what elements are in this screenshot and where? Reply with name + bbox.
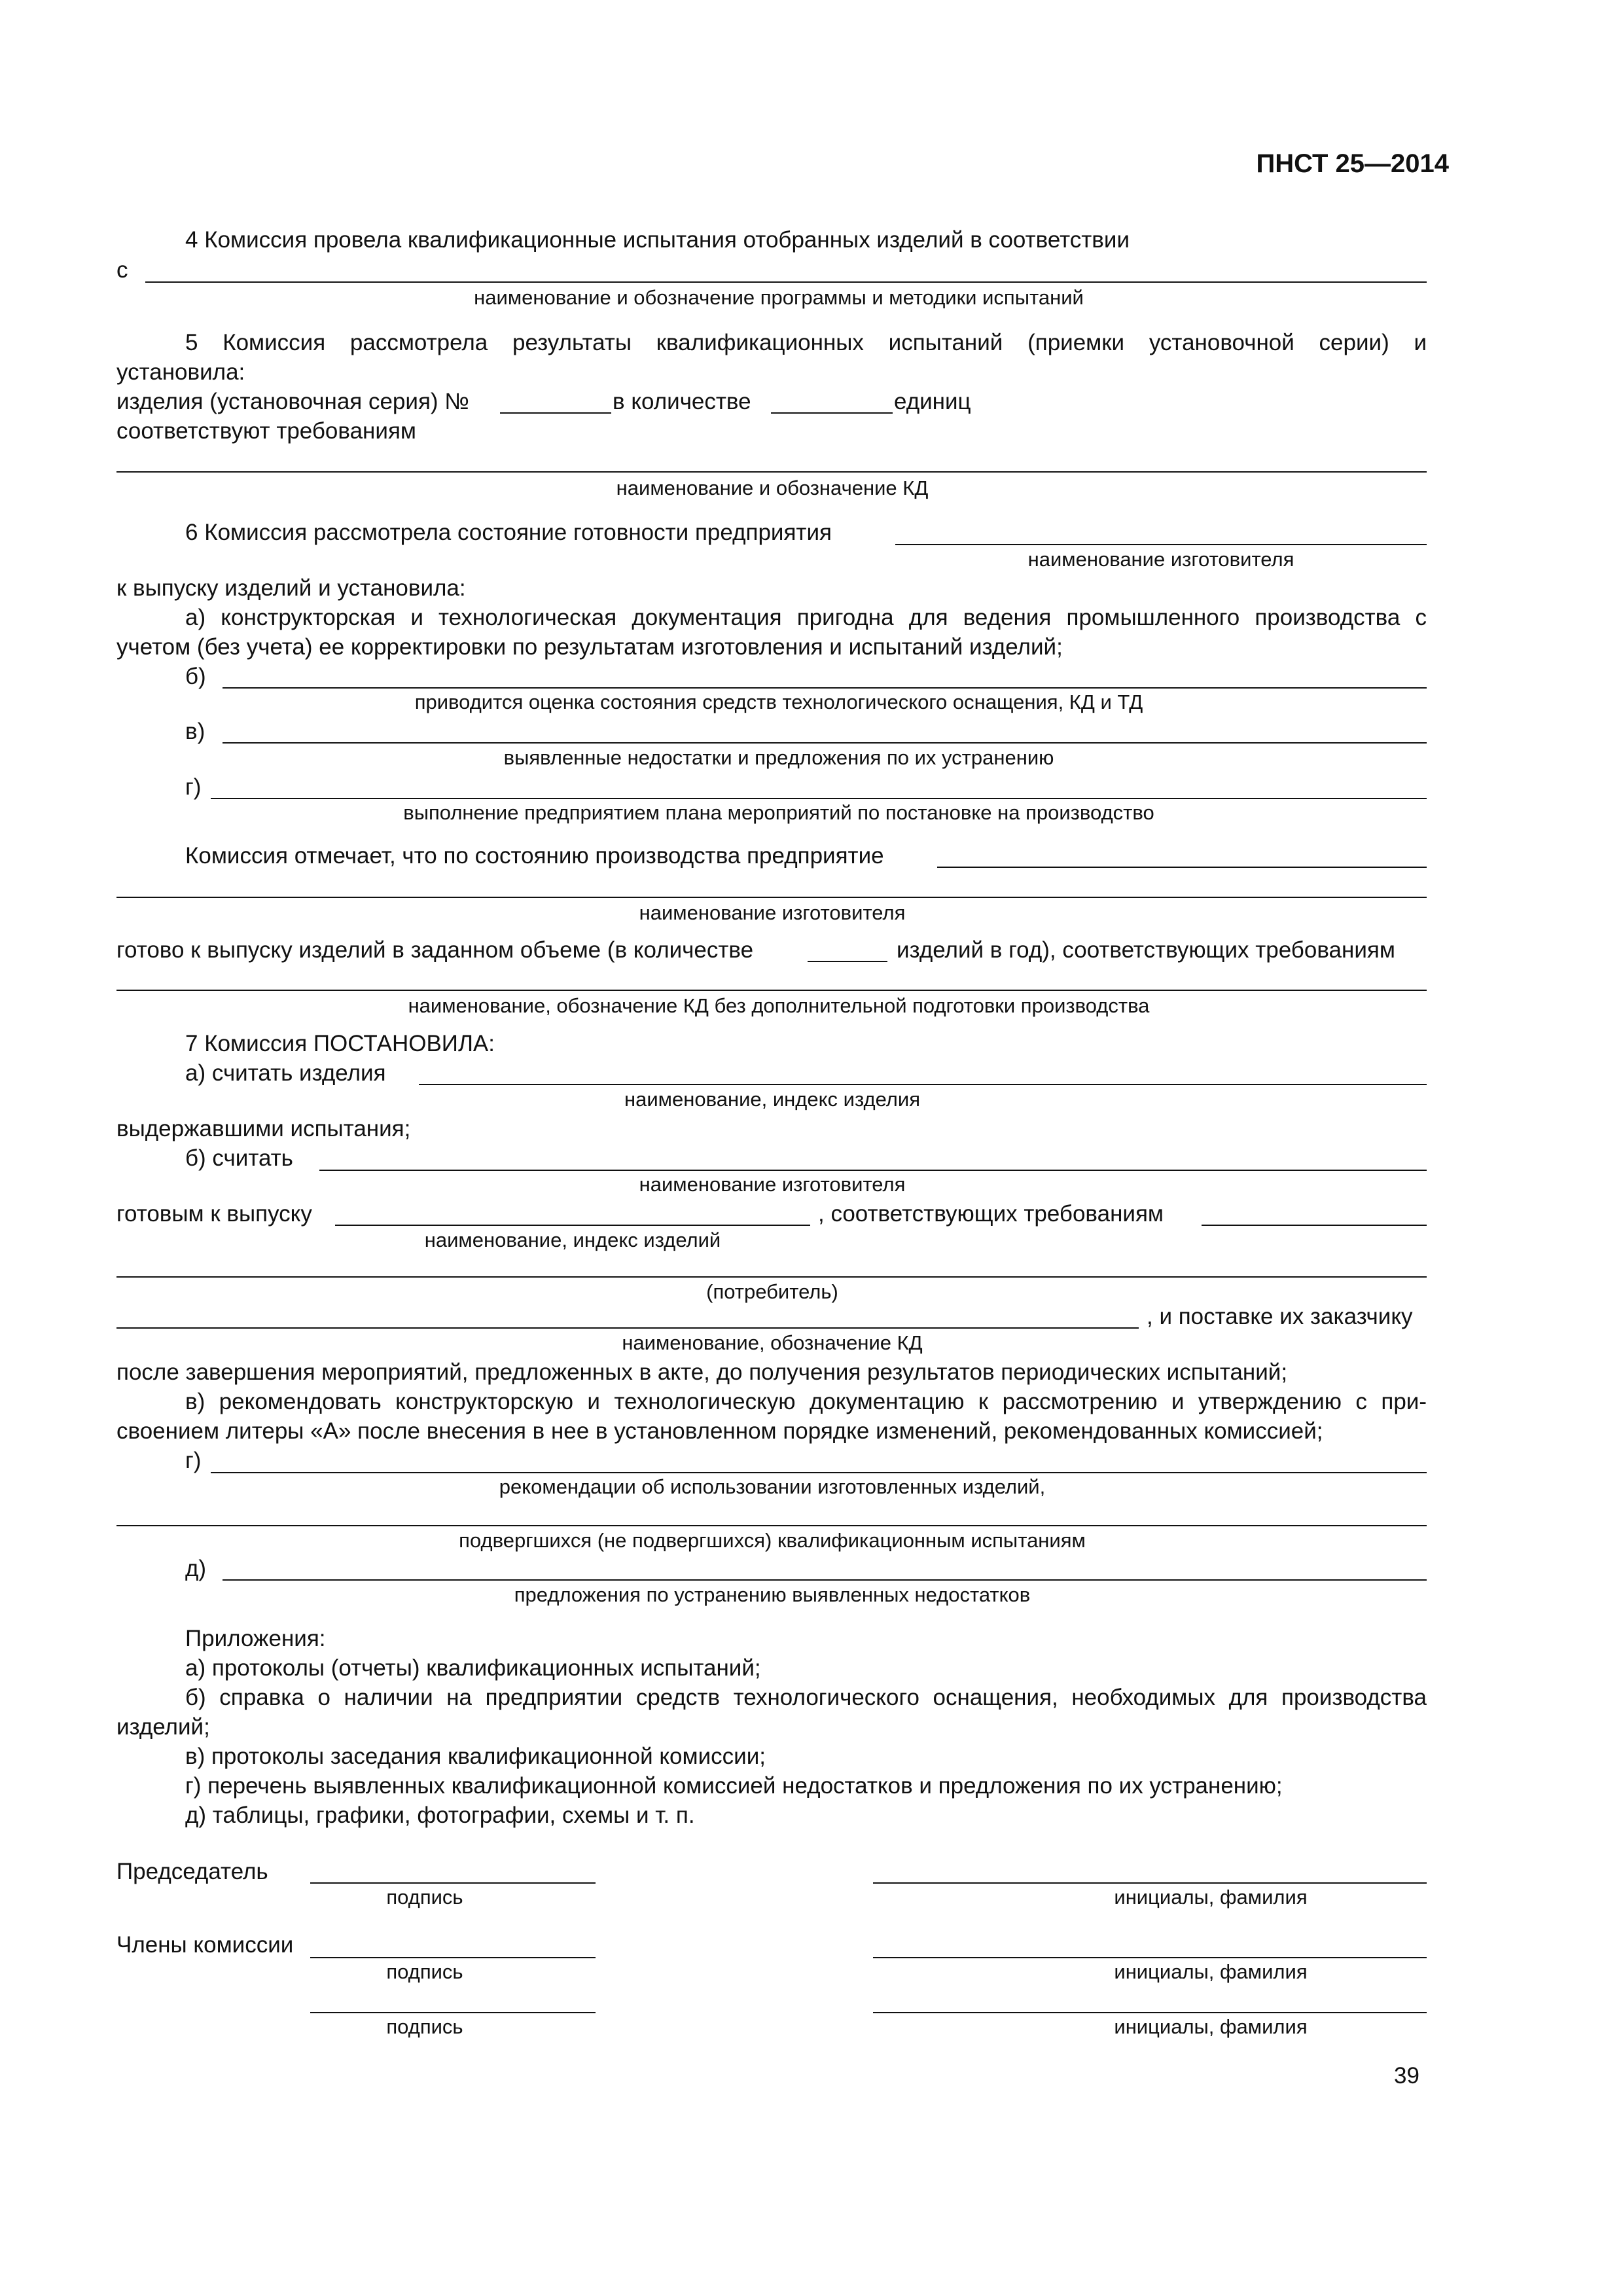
s6-ready-quantity-field[interactable] [808, 961, 887, 962]
s5-line2: установила: [116, 359, 245, 385]
s4-program-field[interactable] [145, 281, 1427, 283]
s5-quantity-field[interactable] [771, 412, 893, 414]
s6-g-label: г) [185, 774, 202, 800]
s7-g-field-2[interactable] [116, 1525, 1427, 1526]
s6-notes-text: Комиссия отмечает, что по состоянию производства предприятие [185, 843, 884, 869]
member1-signature-caption: подпись [386, 1960, 463, 1983]
member1-name-caption: инициалы, фамилия [1114, 1960, 1308, 1983]
member2-name-caption: инициалы, фамилия [1114, 2015, 1308, 2038]
chairman-label: Председатель [116, 1859, 268, 1884]
s7-delivery-text: , и поставке их заказчику [1147, 1304, 1413, 1329]
member1-name-field[interactable] [873, 1957, 1427, 1958]
s6-manufacturer-field[interactable] [895, 544, 1427, 545]
s6-notes-field[interactable] [937, 867, 1427, 868]
s6-ready-text-a: готово к выпуску изделий в заданном объеме (в количестве [116, 937, 754, 963]
s6-notes-caption: наименование изготовителя [639, 901, 906, 924]
s7-g-caption2: подвергшихся (не подвергшихся) квалификационным испытаниям [459, 1529, 1086, 1552]
chairman-signature-field[interactable] [310, 1882, 596, 1884]
s7-after: после завершения мероприятий, предложенных в акте, до получения результатов периодических испытаний; [116, 1359, 1288, 1385]
members-label: Члены комиссии [116, 1932, 294, 1958]
s7-g-caption1: рекомендации об использовании изготовленных изделий, [499, 1475, 1046, 1498]
appendix-g: г) перечень выявленных квалификационной комиссией недостатков и предложения по их устранению; [185, 1773, 1283, 1799]
s5-line4: соответствуют требованиям [116, 418, 416, 444]
s6-notes-field-2[interactable] [116, 897, 1427, 898]
s4-prefix: с [116, 257, 128, 283]
s7-b-field[interactable] [319, 1170, 1427, 1171]
chairman-name-caption: инициалы, фамилия [1114, 1886, 1308, 1909]
appendix-v: в) протоколы заседания квалификационной комиссии; [185, 1744, 766, 1769]
s7-v-line2: своением литеры «А» после внесения в нее в установленном порядке изменений, рекомендованных комиссией; [116, 1418, 1323, 1444]
s7-passed: выдержавшими испытания; [116, 1116, 411, 1141]
s7-ready-product-field[interactable] [335, 1225, 810, 1226]
s6-line2: к выпуску изделий и установила: [116, 575, 466, 601]
s6-line1: 6 Комиссия рассмотрела состояние готовности предприятия [185, 520, 832, 545]
s6-b-caption: приводится оценка состояния средств технологического оснащения, КД и ТД [414, 691, 1143, 713]
s4-caption: наименование и обозначение программы и методики испытаний [474, 286, 1084, 309]
chairman-name-field[interactable] [873, 1882, 1427, 1884]
member2-signature-field[interactable] [310, 2012, 596, 2013]
s6-cap1: наименование изготовителя [1027, 548, 1294, 571]
s5-quantity-label: в количестве [613, 389, 751, 414]
s7-consumer-field[interactable] [116, 1276, 1427, 1278]
s6-v-caption: выявленные недостатки и предложения по их устранению [503, 746, 1054, 769]
s7-ready-a: готовым к выпуску [116, 1201, 312, 1227]
s5-units-label: единиц [894, 389, 971, 414]
s6-a-line2: учетом (без учета) ее корректировки по результатам изготовления и испытаний изделий; [116, 634, 1063, 660]
s5-line1: 5 Комиссия рассмотрела результаты квалификационных испытаний (приемки установочной серии) и [185, 330, 1427, 355]
s7-b-label: б) считать [185, 1145, 293, 1171]
s5-number-field[interactable] [500, 412, 611, 414]
s6-ready-caption: наименование, обозначение КД без дополнительной подготовки производства [408, 994, 1150, 1017]
s7-ready-b: , соответствующих требованиям [818, 1201, 1164, 1227]
s6-b-field[interactable] [223, 687, 1427, 689]
s7-delivery-field[interactable] [116, 1327, 1139, 1329]
appendix-d: д) таблицы, графики, фотографии, схемы и т. п. [185, 1803, 695, 1828]
s7-a-caption: наименование, индекс изделия [624, 1088, 920, 1111]
s7-b-caption: наименование изготовителя [639, 1173, 906, 1196]
s6-b-label: б) [185, 664, 206, 689]
standard-designation: ПНСТ 25—2014 [1256, 149, 1449, 178]
s7-d-caption: предложения по устранению выявленных недостатков [514, 1583, 1031, 1606]
appendix-b-line2: изделий; [116, 1714, 210, 1740]
appendix-b-line1: б) справка о наличии на предприятии средств технологического оснащения, необходимых для производства [185, 1685, 1427, 1710]
s4-line1: 4 Комиссия провела квалификационные испытания отобранных изделий в соответствии [185, 227, 1130, 253]
s7-d-field[interactable] [223, 1579, 1427, 1581]
s7-ready-requirements-field[interactable] [1202, 1225, 1427, 1226]
member2-name-field[interactable] [873, 2012, 1427, 2013]
s7-delivery-caption: наименование, обозначение КД [622, 1331, 923, 1354]
member1-signature-field[interactable] [310, 1957, 596, 1958]
s6-g-field[interactable] [211, 798, 1427, 799]
s7-v-line1: в) рекомендовать конструкторскую и технологическую документацию к рассмотрению и утверждению с при- [185, 1389, 1427, 1414]
s7-d-label: д) [185, 1556, 207, 1581]
appendix-a: а) протоколы (отчеты) квалификационных испытаний; [185, 1655, 761, 1681]
s5-product-label: изделия (установочная серия) № [116, 389, 469, 414]
s6-ready-requirements-field[interactable] [116, 990, 1427, 991]
s7-a-field[interactable] [419, 1084, 1427, 1085]
s7-g-label: г) [185, 1448, 202, 1473]
s5-requirements-field[interactable] [116, 471, 1427, 473]
s6-v-field[interactable] [223, 742, 1427, 744]
s7-title: 7 Комиссия ПОСТАНОВИЛА: [185, 1031, 495, 1056]
s7-g-field[interactable] [211, 1472, 1427, 1473]
s7-a-label: а) считать изделия [185, 1060, 386, 1086]
appendix-title: Приложения: [185, 1626, 326, 1651]
chairman-signature-caption: подпись [386, 1886, 463, 1909]
s7-consumer-caption: (потребитель) [706, 1280, 838, 1303]
member2-signature-caption: подпись [386, 2015, 463, 2038]
s6-v-label: в) [185, 719, 205, 744]
s7-ready-caption: наименование, индекс изделий [424, 1229, 721, 1251]
page-number: 39 [1394, 2063, 1419, 2089]
s6-a-line1: а) конструкторская и технологическая документация пригодна для ведения промышленного производства с [185, 605, 1427, 630]
s5-caption: наименование и обозначение КД [616, 476, 929, 499]
s6-g-caption: выполнение предприятием плана мероприятий по постановке на производство [403, 801, 1154, 824]
s6-ready-text-b: изделий в год), соответствующих требованиям [897, 937, 1395, 963]
